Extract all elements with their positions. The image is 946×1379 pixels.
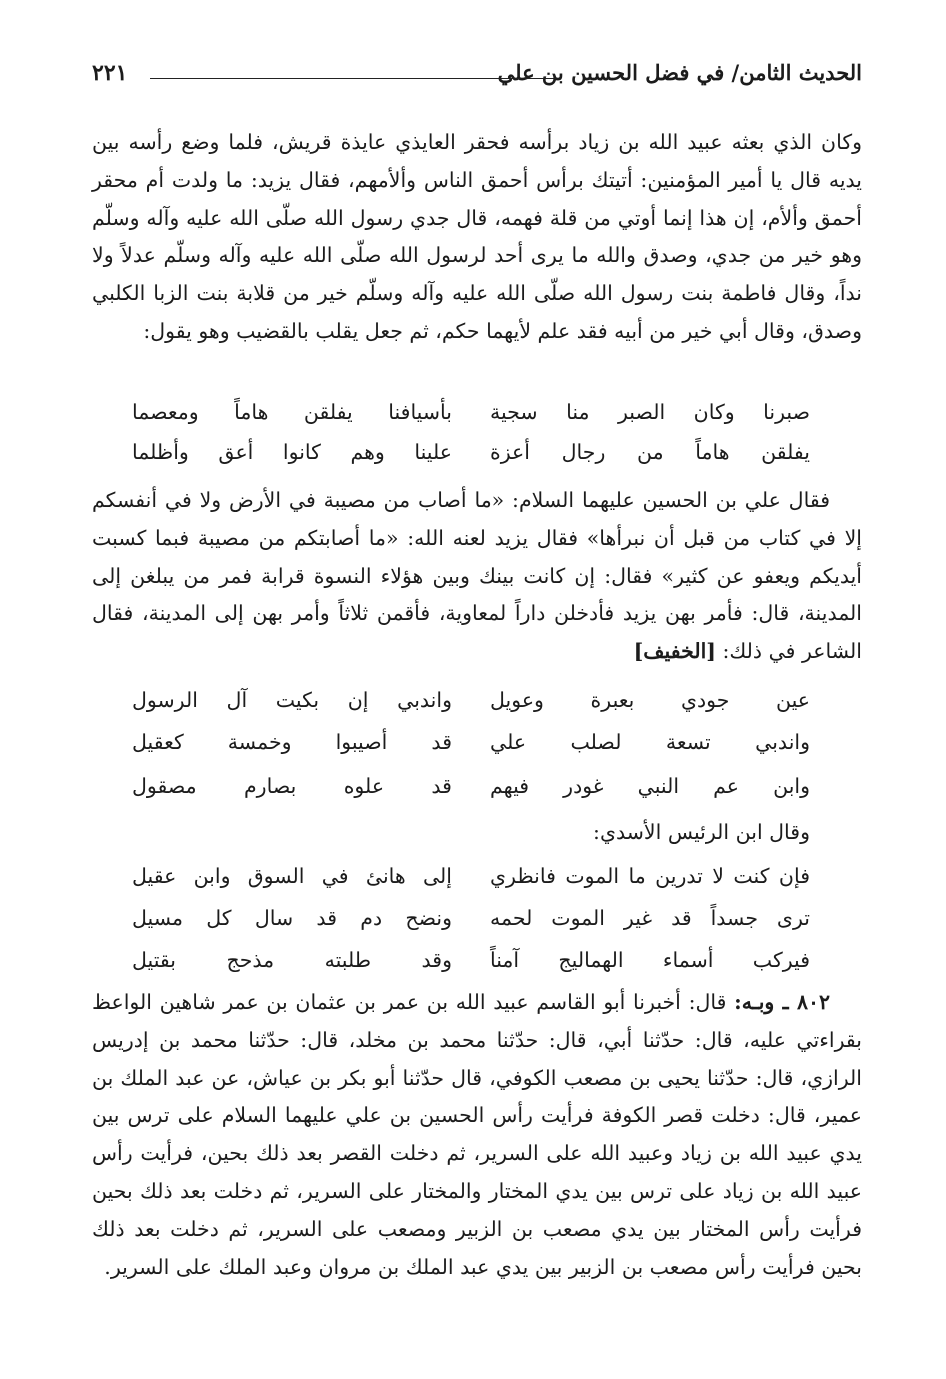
meter-tag: [الخفيف] bbox=[633, 639, 716, 664]
verse-first-hemistich: واندبي تسعة لصلب علي bbox=[490, 730, 810, 754]
paragraph-4-text: قال: أخبرنا أبو القاسم عبيد الله بن عمر بن عثمان بن عمر شاهين الواعظ بقراءتي عليه، قال: حدّثنا أبي، قال: حدّثنا محمد بن مخلد، قال: حدّثنا محمد بن إدريس الرازي، قال: حدّثنا يحيى بن مصعب الكوفي، قال حدّثنا أبو بكر بن عياش، عن عبد الملك بن عمير، قال: دخلت قصر الكوفة فرأيت رأس الحسين بن علي عليهما السلام على ترس بين يدي عبيد الله بن زياد وعبيد الله على السرير، ثم دخلت القصر بعد ذلك بحين، فرأيت رأس عبيد الله بن زياد على ترس بين يدي المختار والمختار على السرير، ثم دخلت بعد ذلك بحين فرأيت رأس المختار بين يدي مصعب بن الزبير ومصعب على السرير، ثم دخلت بعد ذلك بحين فرأيت رأس مصعب بن الزبير بين يدي عبد الملك بن مروان وعبد الملك على السرير. bbox=[92, 990, 862, 1279]
verse-second-hemistich: إلى هانئ في السوق وابن عقيل bbox=[132, 864, 452, 888]
verse-line bbox=[92, 722, 862, 762]
verse-first-hemistich: عين جودي بعبرة وعويل bbox=[490, 688, 810, 712]
verse-second-hemistich: بأسيافنا يفلقن هاماً ومعصما bbox=[132, 400, 452, 424]
verse-second-hemistich: وقد طلبته مذحج بقتيل bbox=[132, 948, 452, 972]
verse-first-hemistich: وابن عم النبي غودر فيهم bbox=[490, 774, 810, 798]
verse-first-hemistich: صبرنا وكان الصبر منا سجية bbox=[490, 400, 810, 424]
running-title: الحديث الثامن/ في فضل الحسين بن علي bbox=[497, 60, 862, 85]
verse-second-hemistich: واندبي إن بكيت آل الرسول bbox=[132, 688, 452, 712]
verse-second-hemistich: قد علوه بصارم مصقول bbox=[132, 774, 452, 798]
verse-first-hemistich: فيركب أسماء الهماليج آمناً bbox=[490, 948, 810, 972]
hadith-number: ٨٠٢ ـ وبـه: bbox=[734, 990, 830, 1014]
header-rule bbox=[150, 78, 556, 79]
verse-line bbox=[92, 432, 862, 472]
verse-line bbox=[92, 766, 862, 806]
verse-second-hemistich: قد أصيبوا وخمسة كعقيل bbox=[132, 730, 452, 754]
paragraph-3: وقال ابن الرئيس الأسدي: bbox=[593, 820, 810, 844]
page-number: ٢٢١ bbox=[92, 60, 128, 86]
verse-second-hemistich: ونضح دم قد سال كل مسيل bbox=[132, 906, 452, 930]
verse-first-hemistich: ترى جسداً قد غير الموت لحمه bbox=[490, 906, 810, 930]
verse-line bbox=[92, 392, 862, 432]
verse-line bbox=[92, 898, 862, 938]
verse-first-hemistich: فإن كنت لا تدرين ما الموت فانظري bbox=[490, 864, 810, 888]
verse-first-hemistich: يفلقن هاماً من رجال أعزة bbox=[490, 440, 810, 464]
paragraph-4 bbox=[92, 984, 862, 1286]
paragraph-1: وكان الذي بعثه عبيد الله بن زياد برأسه فحقر العايذي عايذة قريش، فلما وضع رأسه بين يديه قال يا أمير المؤمنين: أتيتك برأس أحمق الناس وألأمهم، فقال يزيد: ما ولدت أم محقر أحمق وألأم، إن هذا إنما أوتي من قلة فهمه، قال جدي رسول الله صلّى الله عليه وآله وسلّم وهو خير من جدي، وصدق والله ما يرى أحد لرسول الله صلّى الله عليه وآله وسلّم عدلاً ولا نداً، وقال فاطمة بنت رسول الله صلّى الله عليه وآله وسلّم خير من قلابة بنت الزبا الكلبي وصدق، وقال أبي خير من أبيه فقد علم لأيهما حكم، ثم جعل يقلب بالقضيب وهو يقول: bbox=[92, 130, 862, 343]
paragraph-2 bbox=[92, 482, 862, 671]
verse-second-hemistich: علينا وهم كانوا أعق وأظلما bbox=[132, 440, 452, 464]
page-header bbox=[92, 56, 862, 92]
paragraph-2-text: فقال علي بن الحسين عليهما السلام: «ما أصاب من مصيبة في الأرض ولا في أنفسكم إلا في كتاب من قبل أن نبرأها» فقال يزيد لعنه الله: «ما أصابتكم من مصيبة فبما كسبت أيديكم ويعفو عن كثير» فقال: إن كانت بينك وبين هؤلاء النسوة قرابة فمر من يبلغن إلى المدينة، قال: فأمر بهن يزيد فأدخلن داراً لمعاوية، فأقمن ثلاثاً وأمر بهن إلى المدينة، فقال الشاعر في ذلك: bbox=[92, 488, 862, 664]
verse-line bbox=[92, 680, 862, 720]
verse-line bbox=[92, 856, 862, 896]
verse-line bbox=[92, 940, 862, 980]
